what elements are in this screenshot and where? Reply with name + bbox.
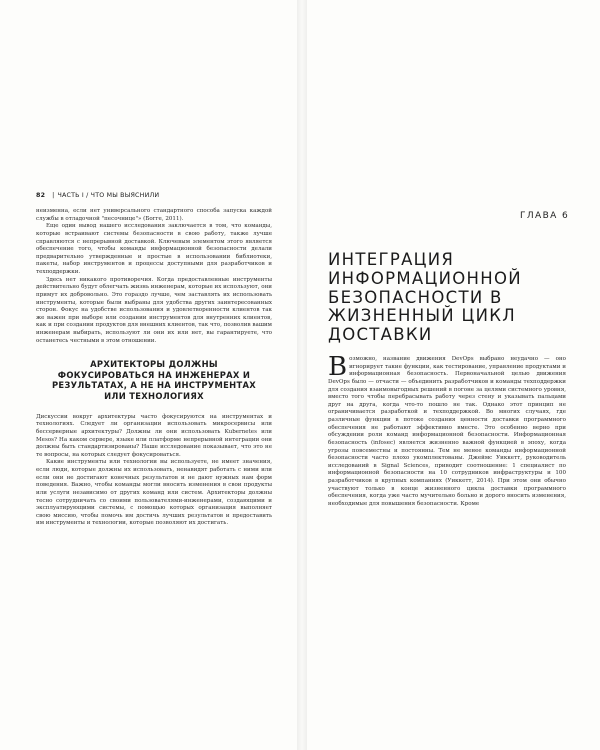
paragraph: Еще один вывод нашего исследования заключается в том, что команды, которые встраивают системы безопасности в свою работу, также лучше справляются с непрерывной доставкой. Ключевым элементом этого является обеспечение того, чтобы команды информационной безопасности делали предварительно утвержденные и простые в использовании библиотеки, пакеты, набор инструментов и процессы доступными для разработчиков и техподдержки. [36, 223, 272, 275]
paragraph: Какие инструменты или технологии вы используете, не имеет значения, если люди, которые должны их использовать, ненавидят работать с ними или если они не достигают конечных результатов и не дают нужных нам форм поведения. Важно, чтобы команды могли вносить изменения в свои продукты или услуги независимо от других команд или систем. Архитекторы должны тесно сотрудничать со своими пользователями-инженерами, создающими и эксплуатирующими системы, с помощью которых организация выполняет свою миссию, чтобы помочь им достичь лучших результатов и предоставить им инструменты и технологии, которые позволяют их достигать. [36, 459, 272, 527]
chapter-title: ИНТЕГРАЦИЯ ИНФОРМАЦИОННОЙ БЕЗОПАСНОСТИ В ЖИЗНЕННЫЙ ЦИКЛ ДОСТАВКИ [328, 250, 522, 345]
section-heading: АРХИТЕКТОРЫ ДОЛЖНЫ ФОКУСИРОВАТЬСЯ НА ИНЖЕНЕРАХ И РЕЗУЛЬТАТАХ, А НЕ НА ИНСТРУМЕНТАХ ИЛИ ТЕХНОЛОГИЯХ [51, 359, 257, 402]
running-head [36, 192, 159, 199]
paragraph: Дискуссии вокруг архитектуры часто фокусируются на инструментах и технологиях. Следует ли организации использовать микросервисы или бессерверные архитектуры? Должны ли они использовать Kubernetes или Mesos? На каком сервере, языке или платформе непрерывной интеграции они должны быть стандартизированы? Наше исследование показывает, что это не те вопросы, на которых следует фокусироваться. [36, 413, 272, 458]
chapter-opening-text: озможно, название движения DevOps выбрано неудачно — оно игнорирует такие функции, как тестирование, управление продуктами и информационная безопасность. Первоначальной целью движения DevOps было — отчасти — объединить разработчиков и команды техподдержки для создания взаимовыгодных решений в погоне за целями системного уровня, вместо того чтобы перебрасывать работу через стену и указывать пальцами друг на друга, когда что-то пошло не так. Однако этот принцип не ограничивается разработкой и техподдержкой. Во многих случаях, где различные функции в потоке создания ценности доставки программного обеспечения не работают эффективно вместе. Это особенно верно при обсуждении роли команд информационной безопасности. Информационная безопасность (infosec) является жизненно важной функцией в эпоху, когда угрозы повсеместны и постоянны. Тем не менее команды информационной безопасности часто плохо укомплектованы. Джеймс Уиккетт, руководитель исследований в Signal Sciences, приводит соотношение: 1 специалист по информационной безопасности на 10 сотрудников инфраструктуры и 100 разработчиков в крупных компаниях (Уиккетт, 2014). При этом они обычно участвуют только в конце жизненного цикла доставки программного обеспечения, когда уже часто мучительно больно и дорого вносить изменения, необходимые для повышения безопасности. Кроме [328, 356, 566, 507]
right-page-body [328, 352, 566, 509]
paragraph: Здесь нет никакого противоречия. Когда предоставленные инструменты действительно будут облегчать жизнь инженерам, которые их используют, они примут их добровольно. Это гораздо лучше, чем заставлять их использовать инструменты, которые были выбраны для удобства других заинтересованных сторон. Фокус на удобстве использования и удовлетворенности клиентов так же важен при выборе или создании инструментов для внутренних клиентов, как и при создании продуктов для внешних клиентов, так что, позволив вашим инженерам выбирать, используют ли они их или нет, вы гарантируете, что останетесь честными в этом отношении. [36, 276, 272, 344]
chapter-label: ГЛАВА 6 [520, 211, 570, 221]
page-number: 82 [36, 192, 46, 199]
left-page-body [36, 208, 272, 528]
drop-cap: В [328, 352, 348, 382]
chapter-opening-paragraph [328, 352, 566, 509]
paragraph: неизменна, если нет универсального стандартного способа запуска каждой службы в отладочной "песочнице"» (Богге, 2011). [36, 208, 272, 222]
part-title: ЧАСТЬ I / ЧТО МЫ ВЫЯСНИЛИ [57, 192, 160, 199]
book-gutter [297, 0, 307, 750]
running-head-separator: | [52, 192, 55, 199]
